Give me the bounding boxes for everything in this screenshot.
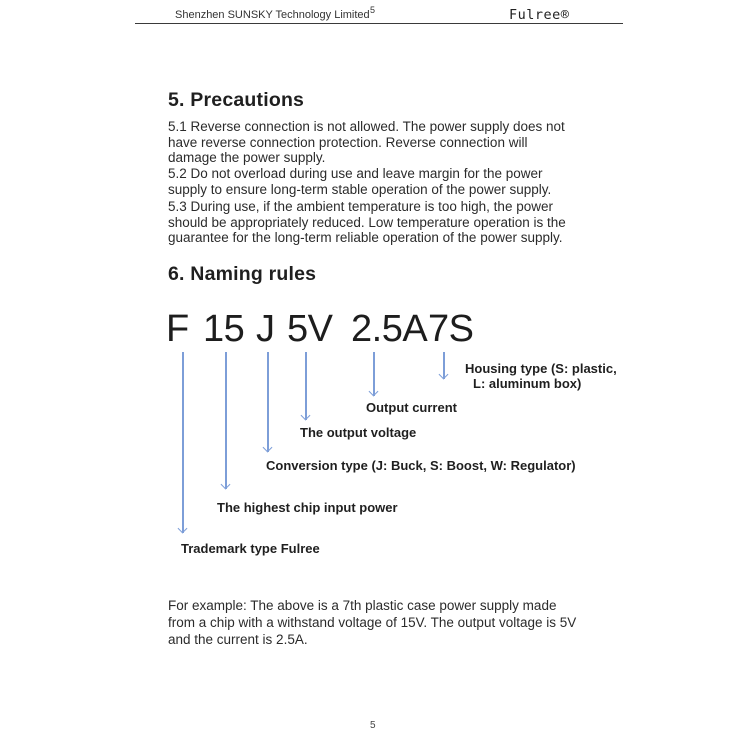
example-line: For example: The above is a 7th plastic case power supply made xyxy=(168,598,557,613)
arrow-down-icon-housing xyxy=(443,352,445,379)
paragraph-5-2 xyxy=(168,166,598,197)
example-line: and the current is 2.5A. xyxy=(168,632,308,647)
label-chip-input-power: The highest chip input power xyxy=(217,500,398,515)
label-output-voltage: The output voltage xyxy=(300,425,417,440)
paragraph-5-1-line: have reverse connection protection. Reverse connection will xyxy=(168,134,528,150)
paragraph-5-3-line: 5.3 During use, if the ambient temperature is too high, the power xyxy=(168,199,553,214)
arrow-down-icon-current xyxy=(373,352,375,396)
arrow-down-icon-trademark xyxy=(182,352,184,533)
paragraph-5-1 xyxy=(168,119,598,166)
paragraph-5-3-line: guarantee for the long-term reliable operation of the power supply. xyxy=(168,230,563,246)
label-housing-type-line2: L: aluminum box) xyxy=(473,376,582,391)
label-output-current: Output current xyxy=(366,400,457,415)
example-line: from a chip with a withstand voltage of 15V. The output voltage is 5V xyxy=(168,615,577,630)
code-token-conversion: J xyxy=(256,308,275,350)
code-token-chip-power: 15 xyxy=(203,308,245,350)
arrow-down-icon-conversion xyxy=(267,352,269,452)
label-conversion-type: Conversion type (J: Buck, S: Boost, W: Regulator) xyxy=(266,458,576,473)
paragraph-5-3 xyxy=(168,199,598,246)
code-token-current: 2.5A xyxy=(351,308,428,350)
header-page-superscript: 5 xyxy=(370,5,376,15)
paragraph-5-2-line: 5.2 Do not overload during use and leave margin for the power xyxy=(168,166,543,181)
code-token-trademark: F xyxy=(166,308,189,350)
header-company: Shenzhen SUNSKY Technology Limited xyxy=(175,9,370,21)
arrow-down-icon-voltage xyxy=(305,352,307,420)
paragraph-5-1-line: damage the power supply. xyxy=(168,150,326,166)
code-token-voltage: 5V xyxy=(287,308,333,350)
code-token-housing: 7S xyxy=(428,308,474,350)
label-housing-type-line1: Housing type (S: plastic, xyxy=(465,361,617,376)
footer-page-number: 5 xyxy=(370,720,376,731)
header-rule xyxy=(135,23,623,24)
paragraph-5-1-line: 5.1 Reverse connection is not allowed. The power supply does not xyxy=(168,119,565,134)
label-housing-type xyxy=(465,361,617,391)
paragraph-5-2-line: supply to ensure long-term stable operation of the power supply. xyxy=(168,181,552,197)
arrow-down-icon-chip-power xyxy=(225,352,227,489)
naming-rules-heading: 6. Naming rules xyxy=(168,263,317,285)
label-trademark-type: Trademark type Fulree xyxy=(181,541,320,556)
precautions-heading: 5. Precautions xyxy=(168,89,305,111)
header-brand-logo: Fulree® xyxy=(509,7,570,23)
paragraph-5-3-line: should be appropriately reduced. Low temperature operation is the xyxy=(168,214,566,230)
example-paragraph xyxy=(168,597,608,648)
